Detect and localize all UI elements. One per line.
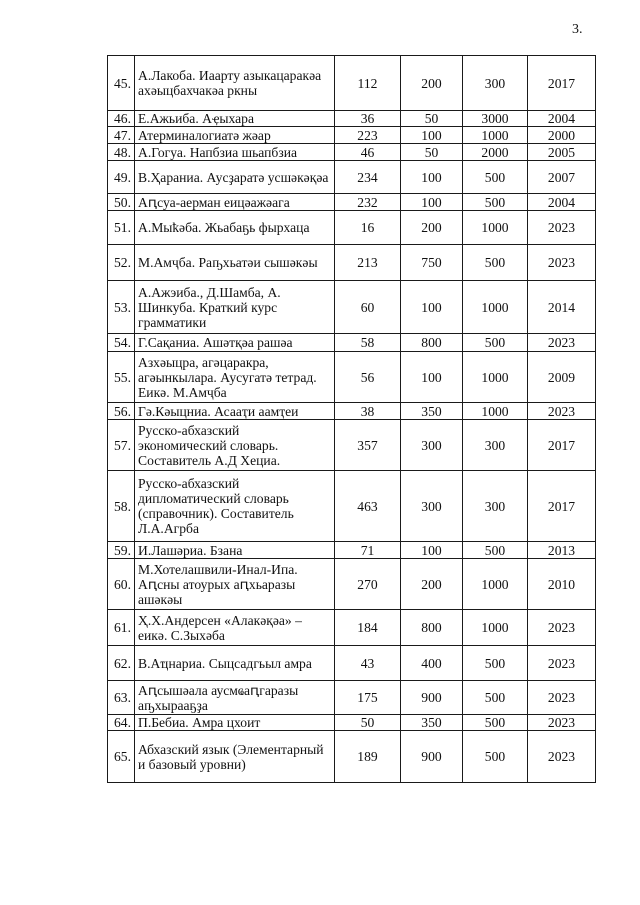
row-title: М.Амҷба. Раҧхьатәи сышәкәы: [135, 245, 335, 281]
row-year: 2023: [528, 681, 596, 715]
row-year: 2005: [528, 144, 596, 161]
row-value-b: 1000: [463, 352, 528, 403]
row-value-a: 800: [401, 334, 463, 352]
row-value-a: 300: [401, 420, 463, 471]
row-pages: 50: [335, 715, 401, 731]
row-value-a: 900: [401, 731, 463, 783]
row-value-b: 500: [463, 245, 528, 281]
row-year: 2004: [528, 111, 596, 127]
row-number: 50.: [108, 194, 135, 211]
row-value-a: 100: [401, 194, 463, 211]
row-number: 62.: [108, 646, 135, 681]
row-number: 57.: [108, 420, 135, 471]
row-title: А.Лакоба. Иаарту азыкацаракәа ахәыцбахчакәа ркны: [135, 56, 335, 111]
row-value-b: 500: [463, 161, 528, 194]
row-pages: 232: [335, 194, 401, 211]
row-value-a: 800: [401, 610, 463, 646]
row-year: 2023: [528, 245, 596, 281]
row-number: 55.: [108, 352, 135, 403]
row-value-b: 500: [463, 681, 528, 715]
row-title: А.Мыҟәба. Жьабаҕь фырхаца: [135, 211, 335, 245]
publications-table: [107, 55, 596, 783]
table-row: [108, 681, 596, 715]
row-pages: 184: [335, 610, 401, 646]
row-year: 2023: [528, 646, 596, 681]
row-title: Абхазский язык (Элементарный и базовый уровни): [135, 731, 335, 783]
row-pages: 234: [335, 161, 401, 194]
table-row: [108, 56, 596, 111]
row-value-b: 3000: [463, 111, 528, 127]
row-value-a: 300: [401, 471, 463, 542]
row-value-a: 100: [401, 542, 463, 559]
row-value-a: 100: [401, 352, 463, 403]
table-row: [108, 144, 596, 161]
row-value-b: 500: [463, 731, 528, 783]
table-row: [108, 111, 596, 127]
row-value-b: 1000: [463, 281, 528, 334]
row-number: 51.: [108, 211, 135, 245]
row-pages: 189: [335, 731, 401, 783]
row-year: 2017: [528, 471, 596, 542]
row-year: 2014: [528, 281, 596, 334]
row-year: 2023: [528, 610, 596, 646]
row-title: Русско-абхазский экономический словарь. Составитель А.Д Хециа.: [135, 420, 335, 471]
table-row: [108, 211, 596, 245]
table-row: [108, 420, 596, 471]
table-row: [108, 281, 596, 334]
row-value-a: 100: [401, 127, 463, 144]
row-value-b: 500: [463, 646, 528, 681]
table-row: [108, 646, 596, 681]
row-pages: 38: [335, 403, 401, 420]
row-value-b: 1000: [463, 127, 528, 144]
row-year: 2023: [528, 334, 596, 352]
row-number: 49.: [108, 161, 135, 194]
row-value-b: 1000: [463, 211, 528, 245]
row-value-a: 50: [401, 144, 463, 161]
row-pages: 36: [335, 111, 401, 127]
row-year: 2000: [528, 127, 596, 144]
row-year: 2007: [528, 161, 596, 194]
row-value-a: 350: [401, 403, 463, 420]
row-value-a: 200: [401, 559, 463, 610]
row-value-b: 500: [463, 194, 528, 211]
row-number: 53.: [108, 281, 135, 334]
row-number: 60.: [108, 559, 135, 610]
row-year: 2017: [528, 56, 596, 111]
table-row: [108, 403, 596, 420]
row-number: 52.: [108, 245, 135, 281]
row-pages: 46: [335, 144, 401, 161]
row-value-b: 500: [463, 542, 528, 559]
table-row: [108, 559, 596, 610]
row-pages: 223: [335, 127, 401, 144]
row-year: 2013: [528, 542, 596, 559]
row-pages: 213: [335, 245, 401, 281]
row-number: 45.: [108, 56, 135, 111]
row-value-a: 100: [401, 281, 463, 334]
table-row: [108, 471, 596, 542]
table-row: [108, 610, 596, 646]
row-pages: 112: [335, 56, 401, 111]
row-title: Русско-абхазский дипломатический словарь (справочник). Составитель Л.А.Агрба: [135, 471, 335, 542]
row-pages: 71: [335, 542, 401, 559]
row-value-b: 1000: [463, 559, 528, 610]
row-value-b: 500: [463, 334, 528, 352]
row-value-a: 100: [401, 161, 463, 194]
row-title: Ҳ.Х.Андерсен «Алакәқәа» – еикә. С.Зыхәба: [135, 610, 335, 646]
row-title: А.Гогуа. Напбзиа шьапбзиа: [135, 144, 335, 161]
row-number: 58.: [108, 471, 135, 542]
row-title: Гә.Кәыцниа. Асааҭи аамҭеи: [135, 403, 335, 420]
row-value-b: 300: [463, 56, 528, 111]
row-title: В.Ҳараниа. Аусҙаратә усшәкәқәа: [135, 161, 335, 194]
row-title: Е.Ажьиба. Аҿыхара: [135, 111, 335, 127]
table-body: [108, 56, 596, 783]
row-value-a: 200: [401, 56, 463, 111]
row-value-b: 2000: [463, 144, 528, 161]
row-year: 2010: [528, 559, 596, 610]
row-value-a: 200: [401, 211, 463, 245]
row-number: 59.: [108, 542, 135, 559]
row-number: 46.: [108, 111, 135, 127]
row-title: А.Ажэиба., Д.Шамба, А. Шинкуба. Краткий курс грамматики: [135, 281, 335, 334]
row-title: Атерминалогиатә жәар: [135, 127, 335, 144]
row-number: 54.: [108, 334, 135, 352]
row-pages: 175: [335, 681, 401, 715]
row-number: 48.: [108, 144, 135, 161]
row-value-a: 50: [401, 111, 463, 127]
row-year: 2023: [528, 715, 596, 731]
row-title: Аԥсуа-аерман еицәажәага: [135, 194, 335, 211]
row-number: 65.: [108, 731, 135, 783]
table-row: [108, 245, 596, 281]
row-title: Азхәыцра, агәцаракра, агәынкылара. Аусугатә тетрад. Еикә. М.Амҷба: [135, 352, 335, 403]
page-number: 3.: [572, 22, 583, 37]
row-title: М.Хотелашвили-Инал-Ипа. Аԥсны атоурых аԥхьаразы ашәкәы: [135, 559, 335, 610]
row-number: 61.: [108, 610, 135, 646]
row-value-a: 350: [401, 715, 463, 731]
table-row: [108, 352, 596, 403]
row-year: 2009: [528, 352, 596, 403]
table-row: [108, 542, 596, 559]
row-year: 2017: [528, 420, 596, 471]
table-row: [108, 715, 596, 731]
row-value-a: 900: [401, 681, 463, 715]
row-pages: 463: [335, 471, 401, 542]
row-year: 2004: [528, 194, 596, 211]
row-title: В.Аҵнариа. Сыцсадгьыл амра: [135, 646, 335, 681]
row-pages: 60: [335, 281, 401, 334]
row-pages: 357: [335, 420, 401, 471]
row-value-b: 300: [463, 420, 528, 471]
table-row: [108, 334, 596, 352]
row-title: Г.Сақаниа. Ашәтқәа рашәа: [135, 334, 335, 352]
row-title: П.Бебиа. Амра цхоит: [135, 715, 335, 731]
row-pages: 58: [335, 334, 401, 352]
table-row: [108, 161, 596, 194]
row-year: 2023: [528, 731, 596, 783]
row-value-a: 400: [401, 646, 463, 681]
table-row: [108, 194, 596, 211]
row-value-b: 500: [463, 715, 528, 731]
row-value-b: 1000: [463, 403, 528, 420]
table-row: [108, 127, 596, 144]
row-number: 47.: [108, 127, 135, 144]
row-number: 64.: [108, 715, 135, 731]
row-year: 2023: [528, 403, 596, 420]
row-year: 2023: [528, 211, 596, 245]
row-value-b: 1000: [463, 610, 528, 646]
row-number: 56.: [108, 403, 135, 420]
row-pages: 16: [335, 211, 401, 245]
row-pages: 270: [335, 559, 401, 610]
row-title: И.Лашәриа. Бзана: [135, 542, 335, 559]
row-pages: 56: [335, 352, 401, 403]
row-value-b: 300: [463, 471, 528, 542]
table-row: [108, 731, 596, 783]
row-number: 63.: [108, 681, 135, 715]
row-pages: 43: [335, 646, 401, 681]
row-value-a: 750: [401, 245, 463, 281]
row-title: Аԥсышәала аусмҩаԥгаразы аҧхырааҕҙа: [135, 681, 335, 715]
